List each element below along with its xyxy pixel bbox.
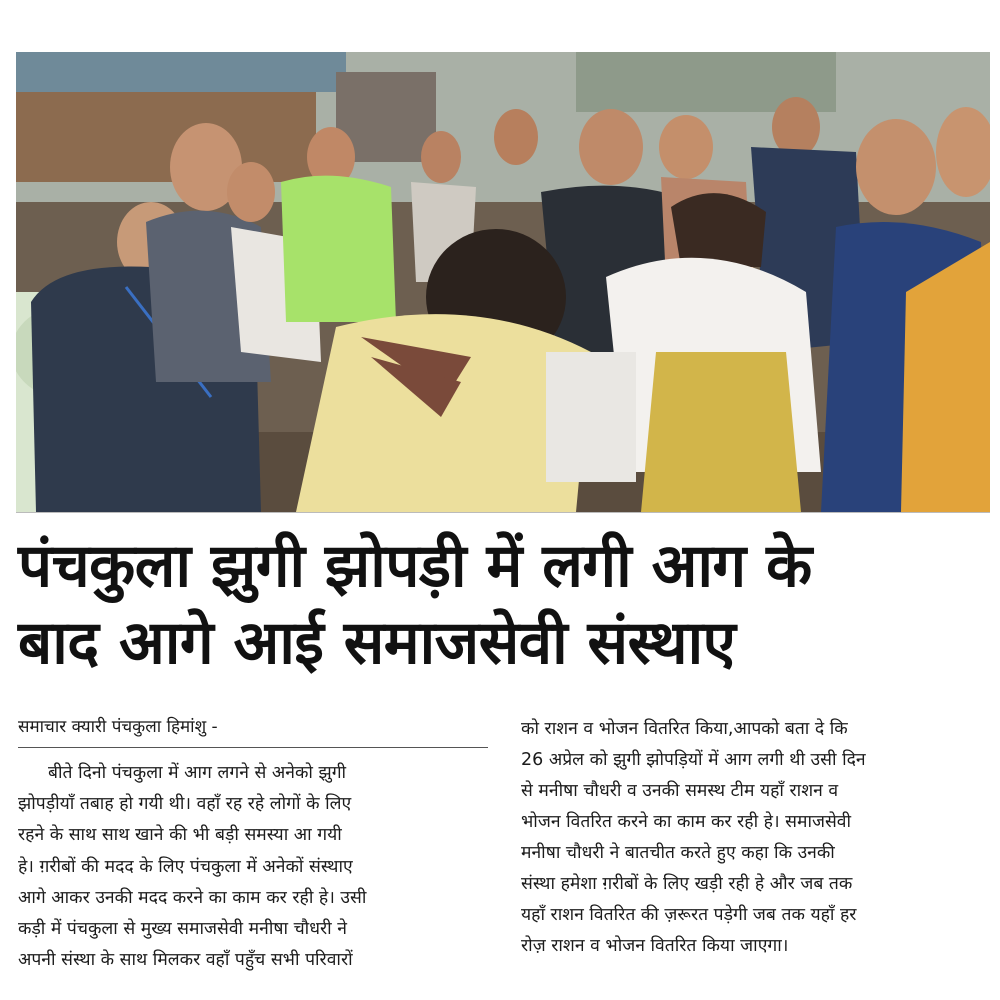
text-line: अपनी संस्था के साथ मिलकर वहाँ पहुँच सभी परिवारों	[18, 950, 353, 971]
text-line: को राशन व भोजन वितरित किया,आपको बता दे कि	[521, 719, 848, 739]
text-line: 26 अप्रेल को झुगी झोपड़ियों में आग लगी थी उसी दिन	[521, 750, 866, 770]
headline-line-1: पंचकुला झुगी झोपड़ी में लगी आग के	[18, 531, 812, 601]
article-column-left	[18, 714, 488, 976]
article-paragraph	[18, 758, 488, 976]
text-line: संस्था हमेशा ग़रीबों के लिए खड़ी रही हे और जब तक	[521, 874, 853, 894]
text-line: बीते दिनो पंचकुला में आग लगने से अनेको झुगी	[48, 763, 347, 783]
text-line: आगे आकर उनकी मदद करने का काम कर रही हे। उसी	[18, 887, 367, 908]
text-line: झोपड़ीयाँ तबाह हो गयी थी। वहाँ रह रहे लोगों के लिए	[18, 794, 352, 815]
text-line: मनीषा चौधरी ने बातचीत करते हुए कहा कि उनकी	[521, 843, 835, 863]
text-line: रहने के साथ साथ खाने की भी बड़ी समस्या आ गयी	[18, 825, 342, 846]
headline	[18, 528, 990, 682]
text-line: यहाँ राशन वितरित की ज़रूरत पड़ेगी जब तक यहाँ हर	[521, 905, 857, 925]
article-column-right	[521, 714, 986, 962]
text-line: हे। ग़रीबों की मदद के लिए पंचकुला में अनेकों संस्थाए	[18, 856, 353, 877]
text-line: रोज़ राशन व भोजन वितरित किया जाएगा।	[521, 936, 789, 956]
text-line: से मनीषा चौधरी व उनकी समस्थ टीम यहाँ राशन व	[521, 781, 839, 801]
text-line: कड़ी में पंचकुला से मुख्य समाजसेवी मनीषा चौधरी ने	[18, 918, 347, 939]
byline: समाचार क्यारी पंचकुला हिमांशु -	[18, 714, 488, 748]
photo-illustration	[16, 52, 990, 512]
text-line: भोजन वितरित करने का काम कर रही हे। समाजसेवी	[521, 812, 852, 832]
news-photo	[16, 52, 990, 513]
headline-line-2: बाद आगे आई समाजसेवी संस्थाए	[18, 608, 736, 678]
